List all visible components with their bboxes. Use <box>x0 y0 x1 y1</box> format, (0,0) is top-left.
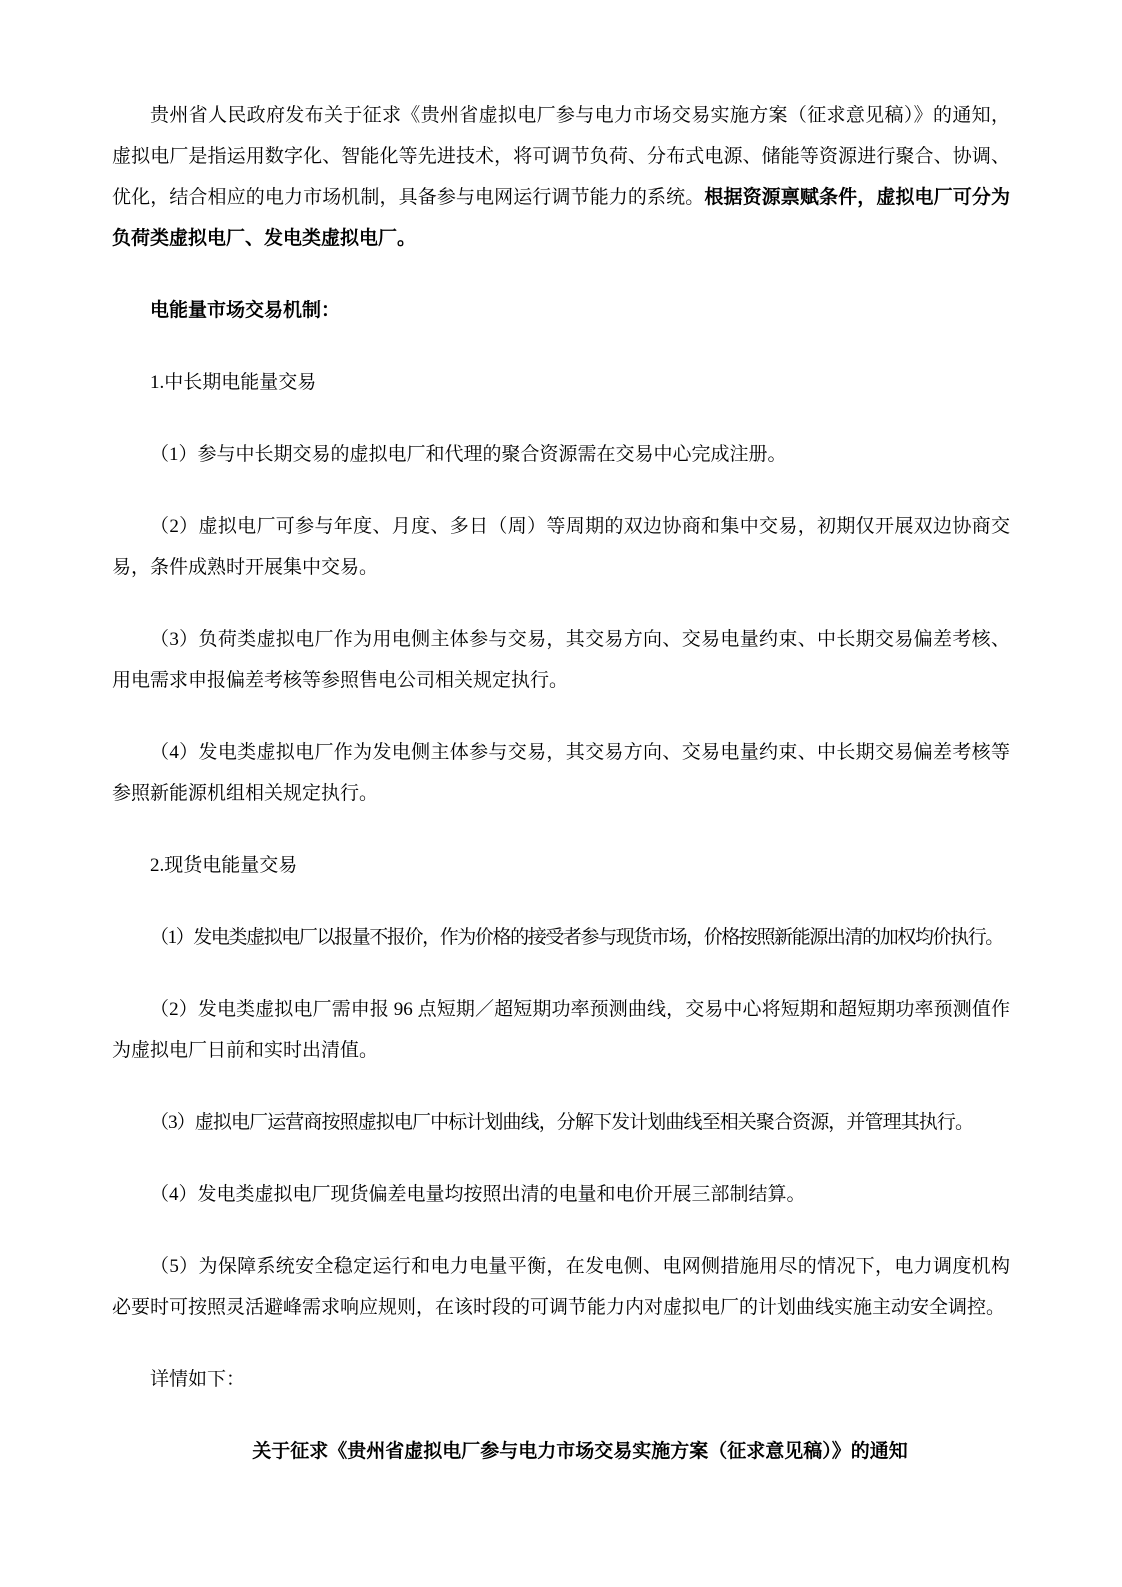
subsection-1-item-2: （2）虚拟电厂可参与年度、月度、多日（周）等周期的双边协商和集中交易，初期仅开展双边协商交易，条件成熟时开展集中交易。 <box>112 516 1010 578</box>
notice-title: 关于征求《贵州省虚拟电厂参与电力市场交易实施方案（征求意见稿）》的通知 <box>252 1441 908 1462</box>
details-label: 详情如下： <box>150 1369 246 1390</box>
subsection-1-item-1: （1）参与中长期交易的虚拟电厂和代理的聚合资源需在交易中心完成注册。 <box>150 444 787 465</box>
subsection-2-title: 2.现货电能量交易 <box>150 855 298 876</box>
subsection-2-item-3: （3）虚拟电厂运营商按照虚拟电厂中标计划曲线，分解下发计划曲线至相关聚合资源，并管理其执行。 <box>150 1112 974 1133</box>
subsection-1-item-3: （3）负荷类虚拟电厂作为用电侧主体参与交易，其交易方向、交易电量约束、中长期交易偏差考核、用电需求申报偏差考核等参照售电公司相关规定执行。 <box>112 629 1010 691</box>
subsection-2-item-4: （4）发电类虚拟电厂现货偏差电量均按照出清的电量和电价开展三部制结算。 <box>150 1184 806 1205</box>
intro-bold-text: 根据资源禀赋条件，虚拟电厂可分为负荷类虚拟电厂、发电类虚拟电厂。 <box>112 187 1010 249</box>
subsection-2-item-2: （2）发电类虚拟电厂需申报 96 点短期／超短期功率预测曲线，交易中心将短期和超短期功率预测值作为虚拟电厂日前和实时出清值。 <box>112 999 1010 1061</box>
section-heading: 电能量市场交易机制： <box>150 300 341 321</box>
subsection-1-item-4: （4）发电类虚拟电厂作为发电侧主体参与交易，其交易方向、交易电量约束、中长期交易偏差考核等参照新能源机组相关规定执行。 <box>112 742 1010 804</box>
intro-text: 贵州省人民政府发布关于征求《贵州省虚拟电厂参与电力市场交易实施方案（征求意见稿）》的通知，虚拟电厂是指运用数字化、智能化等先进技术，将可调节负荷、分布式电源、储能等资源进行聚合、协调、优化，结合相应的电力市场机制，具备参与电网运行调节能力的系统。 <box>112 105 1010 208</box>
subsection-2-item-5: （5）为保障系统安全稳定运行和电力电量平衡，在发电侧、电网侧措施用尽的情况下，电力调度机构必要时可按照灵活避峰需求响应规则，在该时段的可调节能力内对虚拟电厂的计划曲线实施主动安全调控。 <box>112 1256 1010 1318</box>
subsection-2-item-1: （1）发电类虚拟电厂以报量不报价，作为价格的接受者参与现货市场，价格按照新能源出清的加权均价执行。 <box>150 927 1003 948</box>
intro-paragraph <box>112 95 1010 259</box>
subsection-1-title: 1.中长期电能量交易 <box>150 372 317 393</box>
